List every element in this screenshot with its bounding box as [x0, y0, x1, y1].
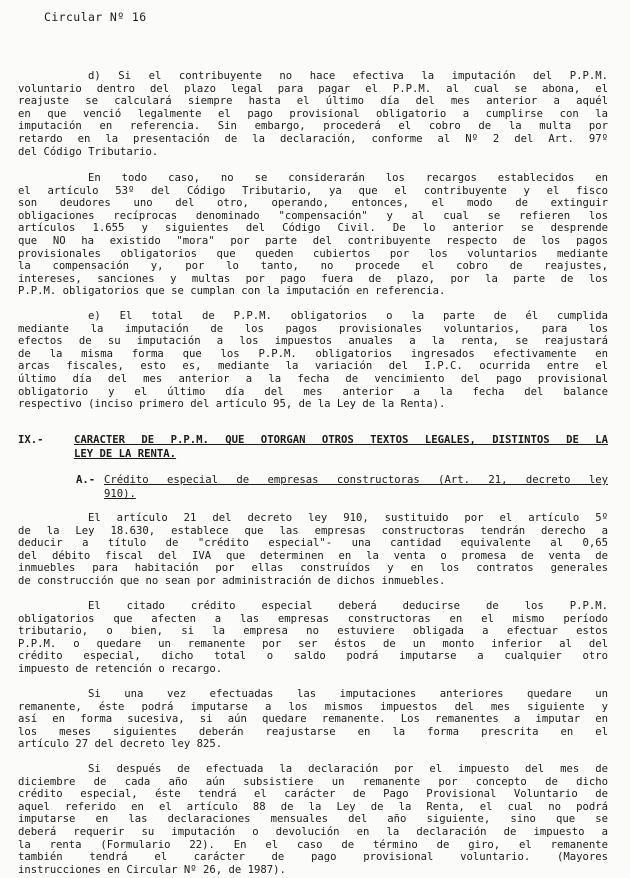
paragraph — [18, 600, 608, 676]
text-line: deducir a título de "crédito especial"- una cantidad equivalente al 0,65 — [18, 537, 608, 550]
text-line: la compensación y, por lo tanto, no procede el cobro de reajustes, — [18, 260, 608, 273]
text-line: imputación en referencia. Sin embargo, procederá el cobro de la multa por — [18, 120, 608, 133]
text-line: último día del mes anterior a la fecha de vencimiento del pago provisional — [18, 372, 608, 385]
text-line: aquel referido en el artículo 88 de la Ley de la Renta, el cual no podrá — [18, 800, 608, 813]
text-line: son deudores uno del otro, operando, entonces, el modo de extinguir — [18, 197, 608, 210]
paragraph — [18, 763, 608, 876]
text-line: obligatorio y el último día del mes anterior a la fecha del balance — [18, 385, 608, 398]
text-line: En todo caso, no se considerarán los recargos establecidos en — [87, 172, 608, 184]
text-line: El citado crédito especial deberá deducirse de los P.P.M. — [87, 600, 608, 612]
text-line: del débito fiscal del IVA que determinen en la venta o promesa de venta de — [18, 549, 608, 562]
subsection-title-line-2: 910). — [104, 488, 136, 500]
text-line: intereses, sanciones y multas por pago fuera de plazo, por la parte de los — [18, 272, 608, 285]
paragraph — [18, 688, 608, 751]
text-line: la renta (Formulario 22). En el caso de término de giro, el remanente — [18, 838, 608, 851]
text-line: arcas fiscales, esto es, mediante la variación del I.P.C. ocurrida entre el — [18, 360, 608, 373]
text-line: mediante la imputación de los pagos provisionales voluntarios, para los — [18, 322, 608, 335]
text-line: de construcción que no sean por administración de dichos inmuebles. — [18, 574, 446, 587]
text-line: obligatorios que afecten a las empresas constructoras en el mismo período — [18, 612, 608, 625]
circular-header: Circular Nº 16 — [44, 10, 147, 24]
section-title-line-2: LEY DE LA RENTA. — [74, 448, 177, 460]
text-line: e) El total de P.P.M. obligatorios o la parte de él cumplida — [87, 310, 608, 322]
text-line: artículo 27 del decreto ley 825. — [18, 738, 223, 751]
text-line: de la misma forma que los P.P.M. obligatorios ingresados efectivamente en — [18, 347, 608, 360]
paragraph — [18, 70, 608, 158]
text-line: diciembre de cada año aún subsistiere un remanente por concepto de dicho — [18, 775, 608, 788]
text-line: de la Ley 18.630, establece que las empresas constructoras tendrán derecho a — [18, 524, 608, 537]
text-line: efectos de su imputación a los impuestos anuales a la renta, se reajustará — [18, 335, 608, 348]
text-line: Si una vez efectuadas las imputaciones anteriores quedare un — [87, 688, 608, 700]
section-number: IX.- — [18, 434, 44, 446]
text-line: remanente, éste podrá imputarse a los mismos impuestos del mes siguiente y — [18, 700, 608, 713]
text-line: Si después de efectuada la declaración por el impuesto del mes de — [87, 763, 608, 775]
text-line: P.P.M. obligatorios que se cumplan con la imputación en referencia. — [18, 285, 446, 298]
text-line: los meses siguientes deberán reajustarse en la forma prescrita en el — [18, 725, 608, 738]
paragraph — [18, 512, 608, 588]
text-line: retardo en la presentación de la declaración, conforme al Nº 2 del Art. 97º — [18, 132, 608, 145]
paragraph — [18, 310, 608, 411]
text-line: inmuebles para habitación por ellas construídos y en los contratos generales — [18, 562, 608, 575]
text-line: reajuste se calculará siempre hasta el último día del mes anterior a aquél — [18, 95, 608, 108]
text-line: impuesto de retención o recargo. — [18, 662, 223, 675]
text-line: crédito especial, éste tendrá el carácter de Pago Provisional Voluntario de — [18, 788, 608, 801]
text-line: deberá requerir su imputación o devolución en la declaración de impuesto a — [18, 825, 608, 838]
section-title-line-1: CARACTER DE P.P.M. QUE OTORGAN OTROS TEXTOS LEGALES, DISTINTOS DE LA — [74, 434, 608, 446]
text-line: artículos 1.655 y siguientes del Código Civil. De lo anterior se desprende — [18, 222, 608, 235]
text-line: que NO ha existido "mora" por parte del contribuyente respecto de los pagos — [18, 234, 608, 247]
text-line: respectivo (inciso primero del artículo 95, de la Ley de la Renta). — [18, 398, 446, 411]
text-line: del Código Tributario. — [18, 145, 159, 158]
text-line: en que venció legalmente el pago provisional obligatorio a cumplirse con la — [18, 107, 608, 120]
paragraph — [18, 172, 608, 298]
text-line: obligaciones recíprocas denominado "compensación" y al cual se refieren los — [18, 209, 608, 222]
text-line: también tendrá el carácter de pago provisional voluntario. (Mayores — [18, 851, 608, 864]
text-line: d) Si el contribuyente no hace efectiva la imputación del P.P.M. — [87, 70, 608, 82]
text-line: tributario, o bien, si la empresa no estuviere obligada a efectuar estos — [18, 625, 608, 638]
text-line: El artículo 21 del decreto ley 910, sustituido por el artículo 5º — [87, 512, 608, 524]
text-line: crédito especial, dicho total o saldo podrá imputarse a cualquier otro — [18, 650, 608, 663]
text-line: provisionales obligatorios que queden cubiertos por los voluntarios mediante — [18, 247, 608, 260]
text-line: instrucciones en Circular Nº 26, de 1987). — [18, 863, 286, 876]
text-line: imputarse en las declaraciones mensuales del año siguiente, sino que se — [18, 813, 608, 826]
text-line: P.P.M. o quedare un remanente por ser éstos de un monto inferior al del — [18, 637, 608, 650]
text-line: así en forma sucesiva, si aún quedare remanente. Los remanentes a imputar en — [18, 713, 608, 726]
text-line: voluntario dentro del plazo legal para pagar el P.P.M. al cual se abona, el — [18, 82, 608, 95]
subsection-number: A.- — [76, 474, 96, 486]
text-line: el artículo 53º del Código Tributario, ya que el contribuyente y el fisco — [18, 184, 608, 197]
subsection-title-line-1: Crédito especial de empresas constructoras (Art. 21, decreto ley — [104, 474, 608, 486]
